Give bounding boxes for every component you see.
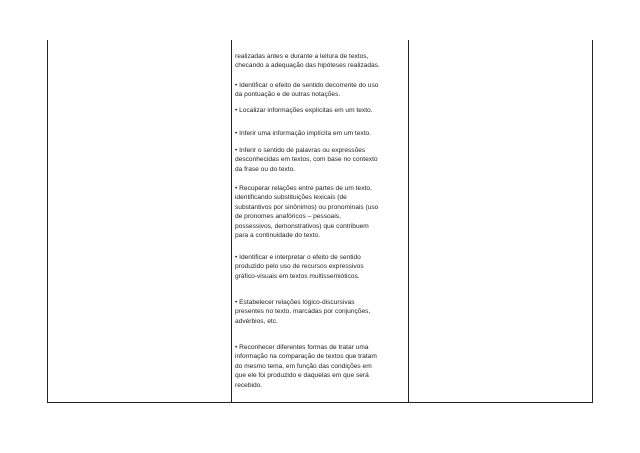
column-divider-1 — [231, 40, 232, 402]
skill-item-4: • Inferir o sentido de palavras ou expressões desconhecidas em textos, com base no contexto da frase ou do texto. — [235, 147, 378, 173]
skill-item-6: • Identificar e interpretar o efeito de sentido produzido pelo uso de recursos expressivos gráfico-visuais em textos multissemióticos. — [235, 254, 364, 280]
skill-item-7: • Estabelecer relações lógico-discursivas presentes no texto, marcadas por conjunções, advérbios, etc. — [235, 299, 371, 325]
skill-item-3: • Inferir uma informação implícita em um texto. — [235, 130, 372, 137]
skill-item-8: • Reconhecer diferentes formas de tratar uma informação na comparação de textos que tratam do mesmo tema, em função das condições em que ele foi produzido e daquelas em que será recebido. — [235, 344, 377, 389]
skill-item-5: • Recuperar relações entre partes de um texto, identificando substituições lexicais (de substantivos por sinônimos) ou pronominais (uso de pronomes anafóricos – pessoais, possessivos, demonstrativos) que contribuem para a continuidade do texto. — [235, 185, 379, 240]
column-divider-2 — [408, 40, 409, 402]
skill-item-2: • Localizar informações explícitas em um texto. — [235, 107, 373, 114]
skills-table — [47, 40, 593, 403]
skill-item-0: realizadas antes e durante a leitura de textos, checando a adequação das hipóteses realizadas. — [235, 53, 380, 70]
skill-item-1: • Identificar o efeito de sentido decorrente do uso da pontuação e de outras notações. — [235, 82, 379, 99]
